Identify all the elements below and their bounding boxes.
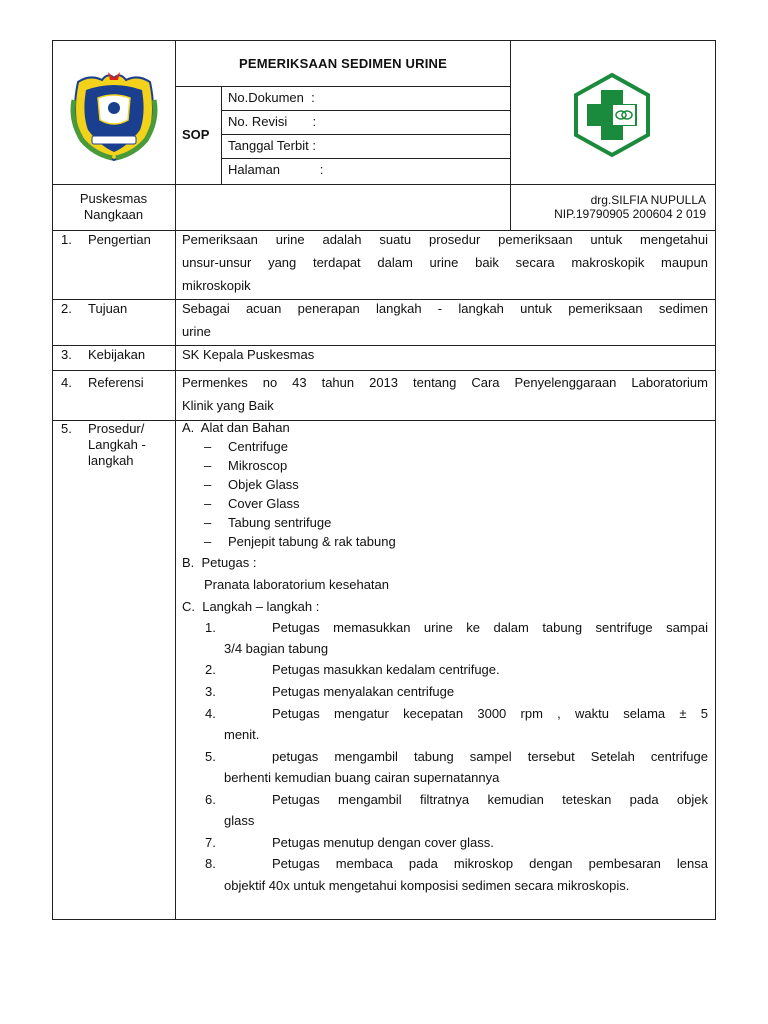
- langkah-heading: C. Langkah – langkah :: [182, 599, 320, 614]
- step-text-line-1: Petugas mengambil filtratnya kemudian teteskan pada objek: [272, 792, 708, 807]
- row-number: 5.: [61, 421, 72, 436]
- list-item: Tabung sentrifuge: [228, 515, 332, 530]
- row-label-tujuan: Tujuan: [88, 301, 128, 316]
- pengertian-line-2: unsur-unsur yang terdapat dalam urine baik secara makroskopik maupun: [182, 255, 708, 270]
- org-name-line-1: Puskesmas: [79, 191, 148, 206]
- list-item: Penjepit tabung & rak tabung: [228, 534, 396, 549]
- sop-label: SOP: [182, 127, 210, 142]
- referensi-line-1: Permenkes no 43 tahun 2013 tentang Cara Penyelenggaraan Laboratorium: [182, 375, 708, 390]
- alat-heading: A. Alat dan Bahan: [182, 420, 290, 435]
- petugas-heading: B. Petugas :: [182, 555, 257, 570]
- signatory-name: drg.SILFIA NUPULLA: [590, 193, 706, 207]
- row-number: 3.: [61, 347, 72, 362]
- step-number: 5.: [205, 749, 216, 764]
- step-text-line-2: menit.: [224, 727, 260, 742]
- step-number: 3.: [205, 684, 216, 699]
- row-label-prosedur-1: Prosedur/: [88, 421, 145, 436]
- regency-emblem-logo: [68, 70, 160, 162]
- doc-field-halaman: Halaman :: [228, 162, 324, 177]
- petugas-text: Pranata laboratorium kesehatan: [204, 577, 390, 592]
- step-text-line-1: Petugas menutup dengan cover glass.: [272, 835, 494, 850]
- list-bullet: –: [204, 534, 212, 549]
- row-label-referensi: Referensi: [88, 375, 144, 390]
- step-text-line-1: Petugas masukkan kedalam centrifuge.: [272, 662, 500, 677]
- row-label-pengertian: Pengertian: [88, 232, 151, 247]
- puskesmas-logo: [569, 72, 655, 158]
- list-item: Mikroscop: [228, 458, 288, 473]
- list-bullet: –: [204, 458, 212, 473]
- list-bullet: –: [204, 477, 212, 492]
- divider-row-2: [52, 345, 716, 346]
- row-label-prosedur-3: langkah: [88, 453, 134, 468]
- step-text-line-2: glass: [224, 813, 255, 828]
- step-text-line-2: objektif 40x untuk mengetahui komposisi sedimen secara mikroskopis.: [224, 878, 630, 893]
- signatory-nip: NIP.19790905 200604 2 019: [554, 207, 706, 221]
- divider-row-3: [52, 370, 716, 371]
- step-text-line-1: Petugas mengatur kecepatan 3000 rpm , waktu selama ± 5: [272, 706, 708, 721]
- org-name-line-2: Nangkaan: [83, 207, 144, 222]
- pengertian-line-3: mikroskopik: [182, 278, 251, 293]
- row-label-kebijakan: Kebijakan: [88, 347, 146, 362]
- list-item: Cover Glass: [228, 496, 300, 511]
- step-text-line-1: Petugas menyalakan centrifuge: [272, 684, 455, 699]
- step-text-line-1: Petugas memasukkan urine ke dalam tabung sentrifuge sampai: [272, 620, 708, 635]
- referensi-line-2: Klinik yang Baik: [182, 398, 274, 413]
- kebijakan-text: SK Kepala Puskesmas: [182, 347, 315, 362]
- step-number: 1.: [205, 620, 216, 635]
- document-title: PEMERIKSAAN SEDIMEN URINE: [239, 56, 447, 71]
- divider-sop-column: [221, 86, 222, 184]
- divider-row-4: [52, 420, 716, 421]
- step-text-line-1: Petugas membaca pada mikroskop dengan pembesaran lensa: [272, 856, 708, 871]
- divider-header-bottom: [52, 184, 716, 185]
- row-label-prosedur-2: Langkah -: [88, 437, 146, 452]
- list-bullet: –: [204, 496, 212, 511]
- sop-table-frame: [52, 40, 716, 920]
- divider-under-title: [175, 86, 510, 87]
- tujuan-line-2: urine: [182, 324, 211, 339]
- row-number: 2.: [61, 301, 72, 316]
- step-text-line-2: 3/4 bagian tabung: [224, 641, 329, 656]
- list-bullet: –: [204, 439, 212, 454]
- row-number: 4.: [61, 375, 72, 390]
- step-number: 8.: [205, 856, 216, 871]
- list-item: Centrifuge: [228, 439, 288, 454]
- step-number: 6.: [205, 792, 216, 807]
- row-number: 1.: [61, 232, 72, 247]
- pengertian-line-1: Pemeriksaan urine adalah suatu prosedur pemeriksaan untuk mengetahui: [182, 232, 708, 247]
- step-text-line-2: berhenti kemudian buang cairan supernatannya: [224, 770, 500, 785]
- step-number: 2.: [205, 662, 216, 677]
- step-number: 7.: [205, 835, 216, 850]
- doc-field-no-revisi: No. Revisi :: [228, 114, 317, 129]
- doc-field-tanggal-terbit: Tanggal Terbit :: [228, 138, 316, 153]
- tujuan-line-1: Sebagai acuan penerapan langkah - langkah untuk pemeriksaan sedimen: [182, 301, 708, 316]
- list-item: Objek Glass: [228, 477, 299, 492]
- step-number: 4.: [205, 706, 216, 721]
- list-bullet: –: [204, 515, 212, 530]
- step-text-line-1: petugas mengambil tabung sampel tersebut Setelah centrifuge: [272, 749, 708, 764]
- doc-field-no-dokumen: No.Dokumen :: [228, 90, 315, 105]
- divider-left-column: [175, 40, 176, 920]
